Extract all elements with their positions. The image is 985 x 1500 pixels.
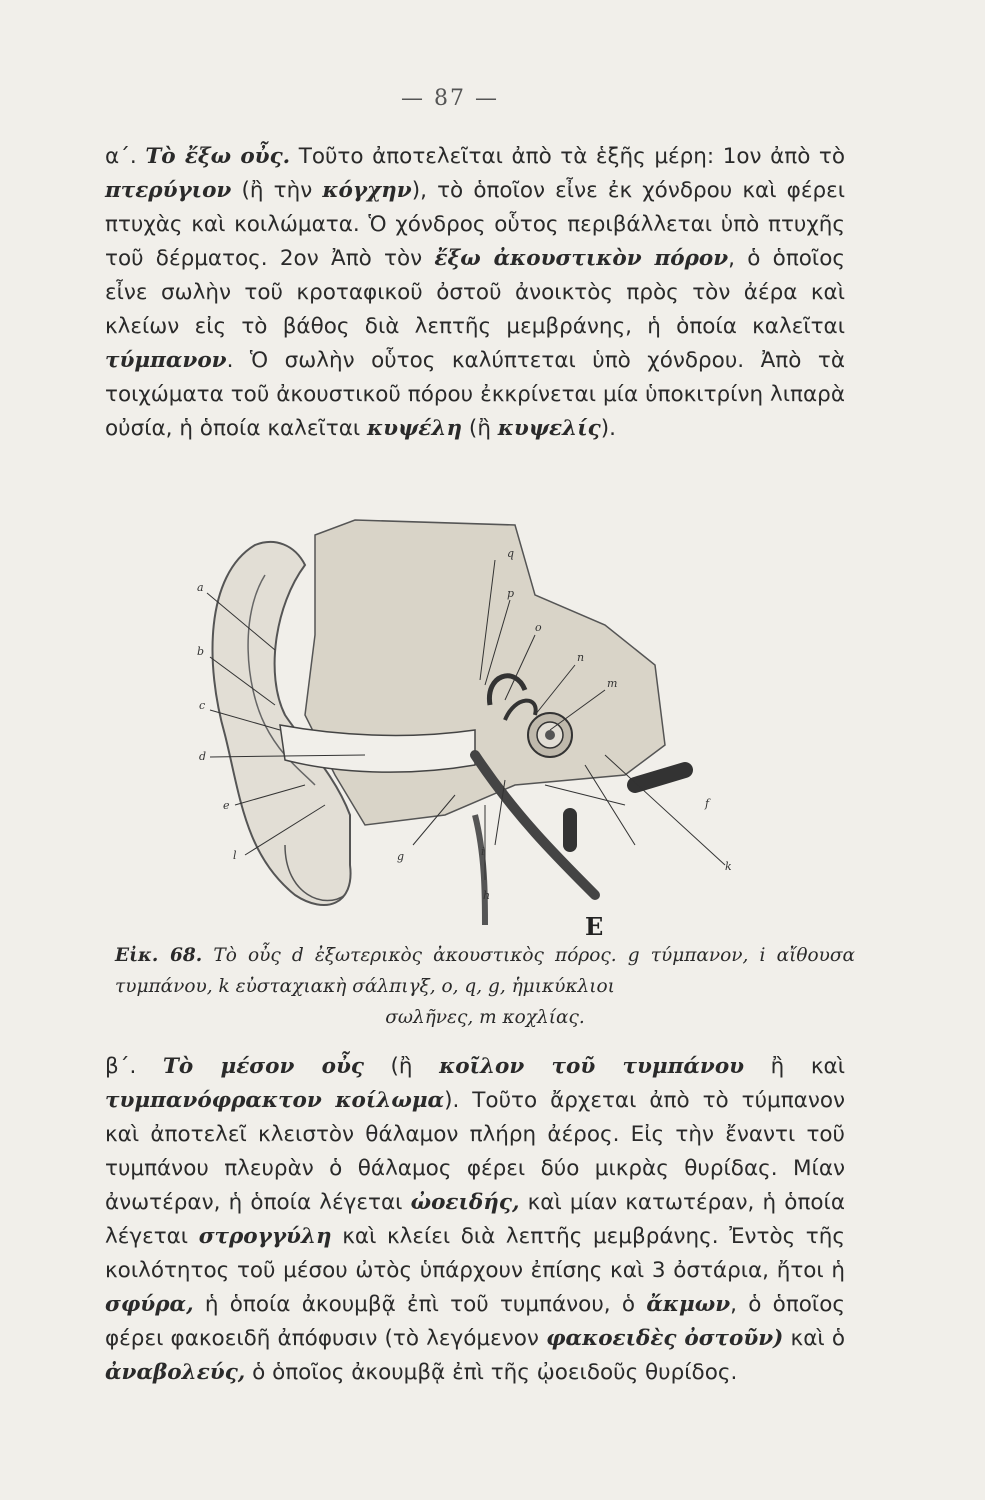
para2-s17: καὶ ὁ [783,1326,845,1351]
fig-label-i: i [481,845,485,858]
para1-s15: ). [600,416,616,441]
ear-anatomy-figure [185,515,765,940]
fig-label-a: a [197,581,204,594]
styloid-process [475,815,485,925]
fig-label-f: f [705,797,710,810]
caption-c2: Τὸ οὖς d ἐξωτερικὸς ἀκουστικὸς πόρος. g τύμπανον, i αἴθουσα τυμπάνου, k εὐσταχιακὴ σάλπιγξ, o, q, g, ἡμικύκλιοι [115,945,855,997]
para1-s8: ἔξω ἀκουστικὸν πόρον [434,246,729,271]
para1-s14: κυψελίς [497,416,601,441]
para2-s9: καὶ μίαν κατωτέραν, ἡ ὁποία λέγεται [105,1190,845,1249]
para2-s4: κοῖλον τοῦ τυμπάνου [439,1054,745,1079]
figure-caption [115,940,855,1033]
page-number: — 87 — [401,86,499,111]
para1-s4: πτερύγιον [105,178,232,203]
fig-label-n: n [577,651,585,664]
para1-s1: α΄. [105,144,137,169]
para2-s1: β΄. [105,1054,137,1079]
para2-s6: τυμπανόφρακτον κοίλωμα [105,1088,445,1113]
para2-s7: ). Τοῦτο ἄρχεται ἀπὸ τὸ τύμπανον καὶ ἀποτελεῖ κλειστὸν θάλαμον πλήρη ἀέρος. Εἰς τὴν ἔναντι τοῦ τυμπάνου πλευρὰν ὁ θάλαμος φέρει δύο μικρὰς θυρίδας. Μίαν ἀνωτέραν, ἡ ὁποία λέγεται [105,1088,845,1215]
temporal-bone [305,520,665,825]
fig-label-c: c [199,699,206,712]
caption-c3: σωλῆνες, m κοχλίας. [385,1007,585,1028]
caption-c1: Εἰκ. 68. [115,945,203,966]
para1-s9: , ὁ ὁποῖος εἶνε σωλὴν τοῦ κροταφικοῦ ὀστοῦ ἀνοικτὸς πρὸς τὸν ἀέρα καὶ κλείων εἰς τὸ βάθος διὰ λεπτῆς μεμβράνης, ἡ ὁποία καλεῖται [105,246,845,339]
para2-s11: καὶ κλείει διὰ λεπτῆς μεμβράνης. Ἐντὸς τῆς κοιλότητος τοῦ μέσου ὠτὸς ὑπάρχουν ἐπίσης καὶ 3 ὀστάρια, ἤτοι ἡ [105,1224,845,1283]
para2-s3: (ἢ [363,1054,440,1079]
fig-label-m: m [607,677,618,690]
paragraph-outer-ear [105,140,845,446]
para2-s2: Τὸ μέσον οὖς [162,1054,364,1079]
fig-label-l: l [233,849,237,862]
fig-label-b: b [197,645,205,658]
fig-label-o: o [535,621,542,634]
para1-s2: Τὸ ἔξω οὖς. [145,144,291,169]
para1-s7: ), τὸ ὁποῖον εἶνε ἐκ χόνδρου καὶ φέρει πτυχὰς καὶ κοιλώματα. Ὁ χόνδρος οὗτος περιβάλλεται ὑπὸ πτυχῆς τοῦ δέρματος. 2ον Ἀπὸ τὸν [105,178,845,271]
fig-label-p: p [507,587,515,600]
fig-label-q: q [507,547,515,560]
para2-s18: ἀναβολεύς, [105,1360,246,1385]
cochlea-inner [545,730,555,740]
fig-label-e: e [223,799,230,812]
para2-s12: σφύρα, [105,1292,194,1317]
para2-s8: ὠοειδής, [410,1190,520,1215]
para2-s10: στρογγύλη [198,1224,332,1249]
para1-s3: Τοῦτο ἀποτελεῖται ἀπὸ τὰ ἑξῆς μέρη: 1ον ἀπὸ τὸ [290,144,845,169]
para2-s13: ἡ ὁποία ἀκουμβᾷ ἐπὶ τοῦ τυμπάνου, ὁ [193,1292,647,1317]
para1-s6: κόγχην [322,178,412,203]
fig-label-k: k [725,860,732,873]
para1-s5: (ἢ τὴν [231,178,323,203]
para2-s19: ὁ ὁποῖος ἀκουμβᾷ ἐπὶ τῆς ᾠοειδοῦς θυρίδος. [245,1360,738,1385]
para1-s12: κυψέλη [367,416,463,441]
fig-label-h: h [483,889,491,902]
para2-s14: ἄκμων [646,1292,731,1317]
para1-s11: . Ὁ σωλὴν οὗτος καλύπτεται ὑπὸ χόνδρου. Ἀπὸ τὰ τοιχώματα τοῦ ἀκουστικοῦ πόρου ἐκκρίνεται μία ὑποκιτρίνη λιπαρὰ οὐσία, ἡ ὁποία καλεῖται [105,348,845,441]
fig-label-d: d [199,750,207,763]
carotid-vessel [635,770,685,785]
para2-s5: ἢ καὶ [744,1054,845,1079]
para1-s13: (ἢ [462,416,498,441]
para2-s16: φακοειδὲς ὀστοῦν) [546,1326,784,1351]
para2-s15: , ὁ ὁποῖος φέρει φακοειδῆ ἀπόφυσιν (τὸ λεγόμενον [105,1292,845,1351]
fig-label-E: E [585,912,604,940]
ear-illustration [185,515,765,940]
fig-label-g: g [397,850,405,863]
para1-s10: τύμπανον [105,348,227,373]
paragraph-middle-ear [105,1050,845,1390]
